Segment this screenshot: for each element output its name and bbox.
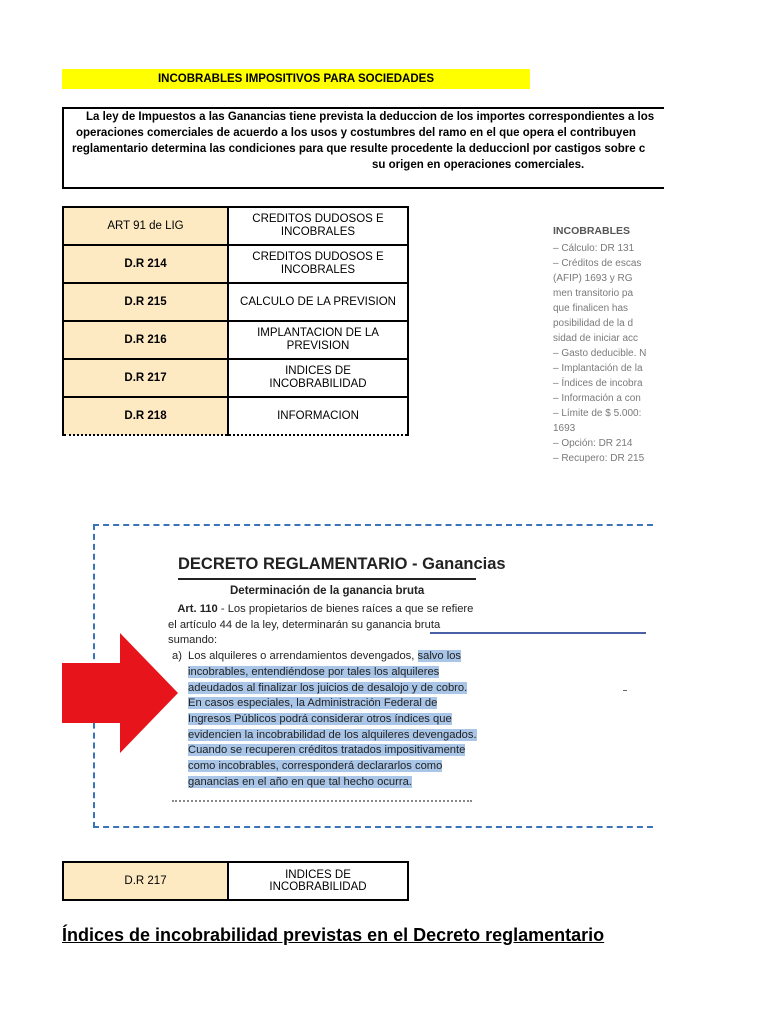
- article-code: D.R 217: [63, 359, 228, 397]
- cut-text-line: [172, 800, 472, 802]
- intro-line: reglamentario determina las condiciones para que resulte procedente la deduccionl por castigos sobre c: [72, 143, 646, 155]
- article-desc: IMPLANTACION DE LA PREVISION: [228, 321, 408, 359]
- list-item: – Opción: DR 214: [553, 438, 633, 449]
- incobrables-index-list: [553, 224, 648, 466]
- article-code: D.R 218: [63, 397, 228, 435]
- list-item: – Límite de $ 5.000:: [553, 408, 642, 419]
- article-label: Art. 110: [177, 603, 218, 615]
- list-item: – Créditos de escas: [553, 258, 642, 269]
- list-item: – Índices de incobra: [553, 378, 643, 389]
- decree-body: [168, 602, 480, 790]
- incobrables-list-title: INCOBRABLES: [553, 225, 631, 237]
- blue-underline: [430, 632, 646, 634]
- highlighted-text: salvo los incobrables, entendiéndose por tales los alquileres adeudados al finalizar los juicios de desalojo y de cobro. En casos especiales, la Administración Federal de Ingresos Públicos podrá considerar otros índices que evidencien la incobrabilidad de los alquileres devengados. Cuando se recuperen créditos tratados impositivamente como incobrables, corresponderá declararlos como ganancias en el año en que tal hecho ocurra.: [188, 650, 477, 788]
- list-item: 1693: [553, 423, 576, 434]
- intro-text-box: [62, 107, 664, 189]
- article-desc: INDICES DE INCOBRABILIDAD: [228, 862, 408, 900]
- table-row: [63, 397, 408, 435]
- table-row: [63, 207, 408, 245]
- list-item: – Recupero: DR 215: [553, 453, 645, 464]
- article-desc: CALCULO DE LA PREVISION: [228, 283, 408, 321]
- list-item: – Gasto deducible. N: [553, 348, 647, 359]
- intro-line: operaciones comerciales de acuerdo a los usos y costumbres del ramo en el que opera el contribuyen: [76, 127, 636, 139]
- article-code: ART 91 de LIG: [63, 207, 228, 245]
- article-intro: - Los propietarios de bienes raíces a que se refiere el artículo 44 de la ley, determinarán su ganancia bruta sumando:: [168, 603, 474, 647]
- page-title: INCOBRABLES IMPOSITIVOS PARA SOCIEDADES: [62, 69, 530, 89]
- list-item: que finalicen has: [553, 303, 629, 314]
- dr217-table: [62, 861, 409, 901]
- red-arrow-icon: [62, 633, 178, 753]
- list-item: sidad de iniciar acc: [553, 333, 639, 344]
- decree-heading: DECRETO REGLAMENTARIO - Ganancias: [178, 555, 506, 573]
- article-110-paragraph: [168, 602, 480, 649]
- article-code: D.R 215: [63, 283, 228, 321]
- article-desc: CREDITOS DUDOSOS E INCOBRALES: [228, 207, 408, 245]
- list-item: – Implantación de la: [553, 363, 643, 374]
- article-desc: INDICES DE INCOBRABILIDAD: [228, 359, 408, 397]
- list-item: – Cálculo: DR 131: [553, 243, 635, 254]
- dash-mark: [623, 690, 627, 691]
- intro-line: La ley de Impuestos a las Ganancias tiene prevista la deduccion de los importes correspondientes a los: [86, 111, 655, 123]
- article-desc: CREDITOS DUDOSOS E INCOBRALES: [228, 245, 408, 283]
- item-a: [168, 649, 480, 790]
- list-item: (AFIP) 1693 y RG: [553, 273, 633, 284]
- article-code: D.R 214: [63, 245, 228, 283]
- table-row: [63, 245, 408, 283]
- table-row: [63, 862, 408, 900]
- intro-line: su origen en operaciones comerciales.: [372, 159, 585, 171]
- article-code: D.R 216: [63, 321, 228, 359]
- articles-table: [62, 206, 409, 436]
- list-item: men transitorio pa: [553, 288, 634, 299]
- section-heading: Índices de incobrabilidad previstas en el Decreto reglamentario: [62, 925, 605, 945]
- list-item: – Información a con: [553, 393, 641, 404]
- list-item: posibilidad de la d: [553, 318, 634, 329]
- table-row: [63, 283, 408, 321]
- decree-heading-rule: [178, 578, 476, 580]
- table-row: [63, 321, 408, 359]
- item-marker: a): [172, 650, 182, 663]
- decree-subheading: Determinación de la ganancia bruta: [230, 585, 425, 597]
- article-code: D.R 217: [63, 862, 228, 900]
- article-desc: INFORMACION: [228, 397, 408, 435]
- item-a-text: Los alquileres o arrendamientos devengados,: [188, 650, 418, 663]
- table-row: [63, 359, 408, 397]
